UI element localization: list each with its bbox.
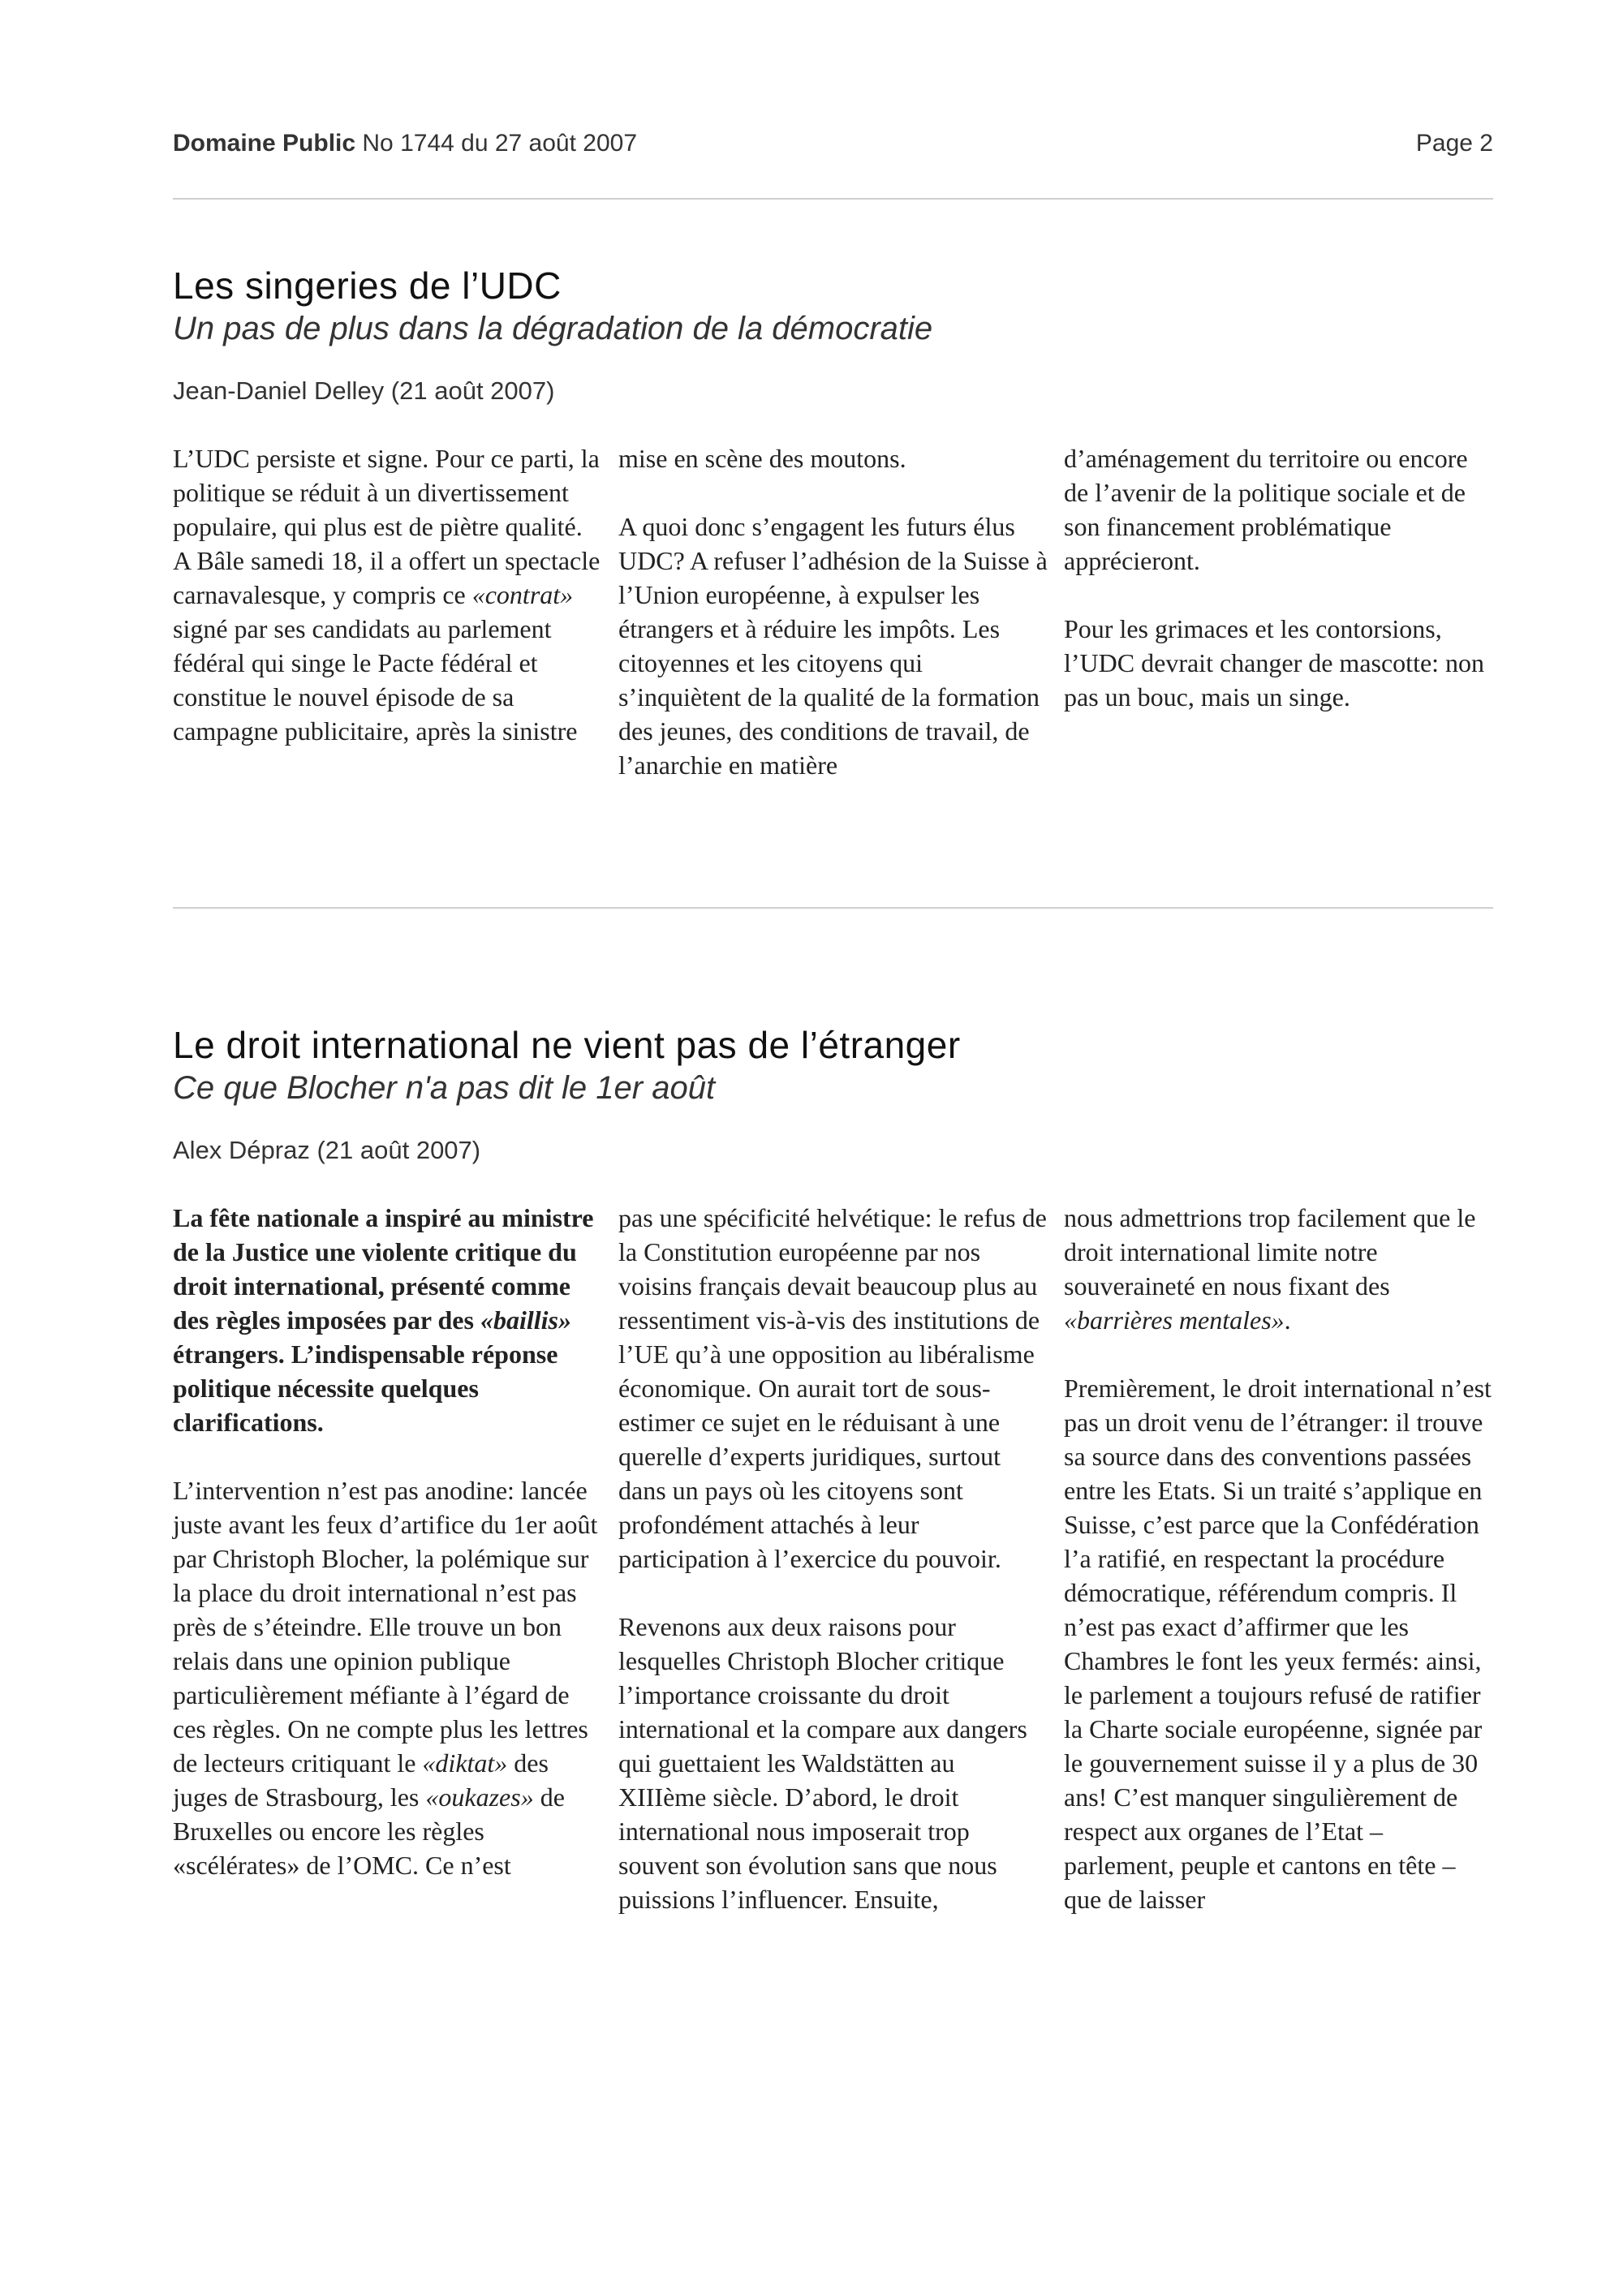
article-2-paragraph: nous admettrions trop facilement que le droit international limite notre souveraineté en nous fixant des «barrières mentales». bbox=[1064, 1203, 1476, 1335]
article-2-paragraph: Revenons aux deux raisons pour lesquelles Christoph Blocher critique l’importance croissante du droit international et la compare aux dangers qui guettaient les Waldstätten au XIIIème siècle. D’abord, le droit international nous imposerait trop souvent son évolution sans que nous puissions l’influencer. Ensuite, bbox=[618, 1612, 1027, 1914]
article-2-title: Le droit international ne vient pas de l’étranger bbox=[173, 1024, 961, 1066]
article-2-paragraph: pas une spécificité helvétique: le refus de la Constitution européenne par nos voisins français devait beaucoup plus au ressentiment vis-à-vis des institutions de l’UE qu’à une opposition au libéralisme économique. On aurait tort de sous-estimer ce sujet en le réduisant à une querelle d’experts juridiques, surtout dans un pays où les citoyens sont profondément attachés à leur participation à l’exercice du pouvoir. bbox=[618, 1203, 1047, 1573]
issue-info: No 1744 du 27 août 2007 bbox=[362, 130, 638, 157]
article-2 bbox=[173, 1022, 1493, 1916]
article-1-paragraph: Pour les grimaces et les contorsions, l’UDC devrait changer de mascotte: non pas un bouc, mais un singe. bbox=[1064, 614, 1485, 712]
page-number: Page 2 bbox=[1415, 130, 1493, 157]
article-divider bbox=[173, 907, 1493, 909]
article-2-lead: La fête nationale a inspiré au ministre de la Justice une violente critique du droit international, présenté comme des règles imposées par des «baillis» étrangers. L’indispensable réponse politique nécessite quelques clarifications. bbox=[173, 1203, 594, 1437]
article-2-paragraph: L’intervention n’est pas anodine: lancée juste avant les feux d’artifice du 1er août par Christoph Blocher, la polémique sur la place du droit international n’est pas près de s’éteindre. Elle trouve un bon relais dans une opinion publique particulièrement méfiante à l’égard de ces règles. On ne compte plus les lettres de lecteurs critiquant le «diktat» des juges de Strasbourg, les «oukazes» de Bruxelles ou encore les règles «scélérates» de l’OMC. Ce n’est bbox=[173, 1476, 598, 1880]
article-2-column-3 bbox=[1064, 1201, 1493, 1916]
publication-name: Domaine Public bbox=[173, 130, 356, 157]
article-1-column-1 bbox=[173, 441, 602, 782]
article-1-columns bbox=[173, 441, 1493, 782]
article-2-byline: Alex Dépraz (21 août 2007) bbox=[173, 1136, 481, 1164]
article-2-paragraph: Premièrement, le droit international n’est pas un droit venu de l’étranger: il trouve sa source dans des conventions passées entre les Etats. Si un traité s’applique en Suisse, c’est parce que la Confédération l’a ratifié, en respectant la procédure démocratique, référendum compris. Il n’est pas exact d’affirmer que les Chambres le font les yeux fermés: ainsi, le parlement a toujours refusé de ratifier la Charte sociale européenne, signée par le gouvernement suisse il y a plus de 30 ans! C’est manquer singulièrement de respect aux organes de l’Etat – parlement, peuple et cantons en tête – que de laisser bbox=[1064, 1374, 1492, 1914]
article-2-columns bbox=[173, 1201, 1493, 1916]
article-2-subtitle: Ce que Blocher n'a pas dit le 1er août bbox=[173, 1070, 716, 1106]
article-1-column-3 bbox=[1064, 441, 1493, 782]
article-2-column-2 bbox=[618, 1201, 1048, 1916]
publication-info bbox=[173, 130, 637, 157]
article-1 bbox=[173, 263, 1493, 782]
article-1-paragraph: d’aménagement du territoire ou encore de l’avenir de la politique sociale et de son financement problématique apprécieront. bbox=[1064, 444, 1468, 575]
article-1-column-2 bbox=[618, 441, 1048, 782]
article-2-column-1 bbox=[173, 1201, 602, 1916]
article-1-paragraph: mise en scène des moutons. bbox=[618, 444, 906, 473]
page-header bbox=[173, 130, 1493, 170]
article-1-subtitle: Un pas de plus dans la dégradation de la démocratie bbox=[173, 311, 933, 346]
header-divider bbox=[173, 198, 1493, 200]
article-1-title: Les singeries de l’UDC bbox=[173, 264, 562, 307]
article-1-paragraph: A quoi donc s’engagent les futurs élus UDC? A refuser l’adhésion de la Suisse à l’Union européenne, à expulser les étrangers et à réduire les impôts. Les citoyennes et les citoyens qui s’inquiètent de la qualité de la formation des jeunes, des conditions de travail, de l’anarchie en matière bbox=[618, 512, 1048, 780]
article-1-paragraph: L’UDC persiste et signe. Pour ce parti, la politique se réduit à un divertissement populaire, qui plus est de piètre qualité. A Bâle samedi 18, il a offert un spectacle carnavalesque, y compris ce «contrat» signé par ses candidats au parlement fédéral qui singe le Pacte fédéral et constitue le nouvel épisode de sa campagne publicitaire, après la sinistre bbox=[173, 444, 601, 746]
article-1-byline: Jean-Daniel Delley (21 août 2007) bbox=[173, 376, 555, 405]
